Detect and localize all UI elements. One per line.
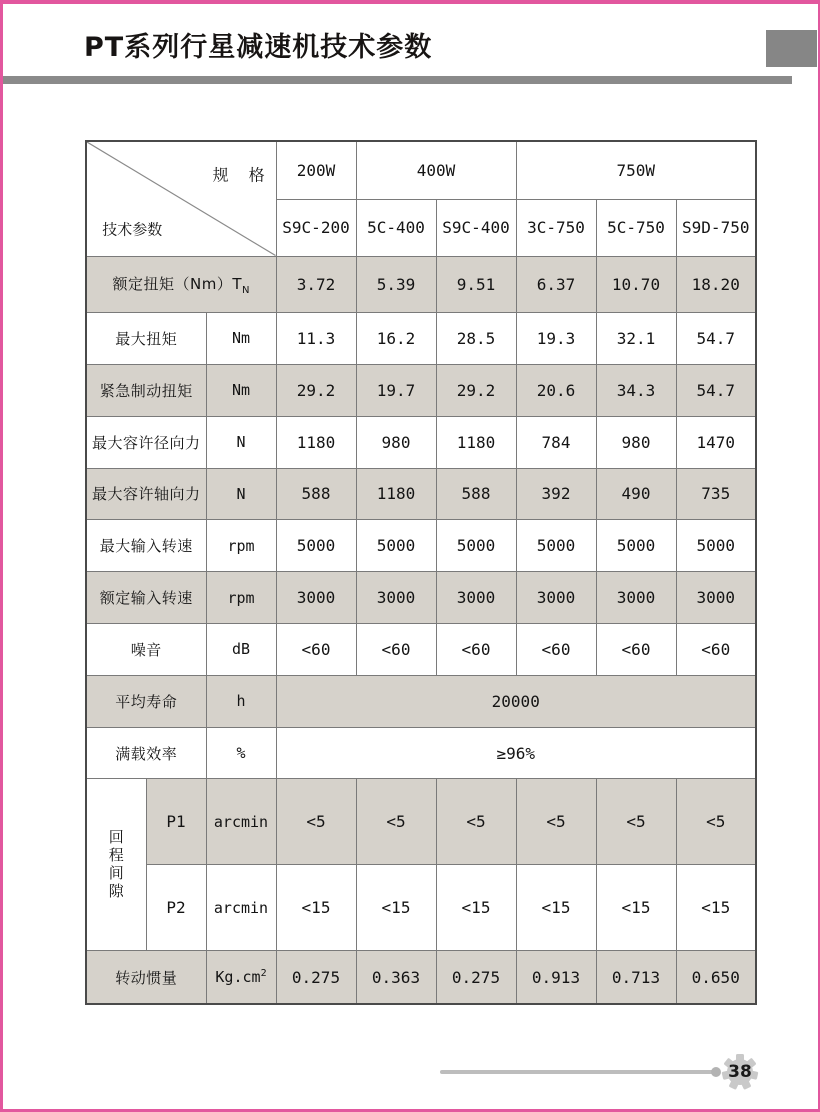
- corner-param-label: 技术参数: [102, 220, 163, 239]
- table-row: [86, 364, 756, 416]
- row-value: 34.3: [596, 364, 676, 416]
- row-value: 29.2: [436, 364, 516, 416]
- table-row: [86, 313, 756, 365]
- row-unit: $Kg.cm^2$: [206, 951, 276, 1004]
- row-value: <5: [676, 779, 756, 865]
- power-header-row: [86, 141, 756, 199]
- row-label: P2: [146, 865, 206, 951]
- row-label: 转动惯量: [86, 951, 206, 1004]
- row-value: 9.51: [436, 256, 516, 313]
- row-value: <15: [676, 865, 756, 951]
- row-value: 5.39: [356, 256, 436, 313]
- row-value: 32.1: [596, 313, 676, 365]
- row-value: 0.650: [676, 951, 756, 1004]
- row-label: 最大容许径向力: [86, 416, 206, 468]
- model-header: S9C-200: [276, 199, 356, 256]
- row-group-label: 回程间隙: [86, 779, 146, 951]
- row-unit: arcmin: [206, 779, 276, 865]
- row-unit: N: [206, 416, 276, 468]
- row-value: 16.2: [356, 313, 436, 365]
- row-value: 3000: [436, 572, 516, 624]
- row-value: <60: [596, 624, 676, 676]
- row-value: 392: [516, 468, 596, 520]
- row-value: 0.363: [356, 951, 436, 1004]
- row-value: 3000: [596, 572, 676, 624]
- row-unit: Nm: [206, 364, 276, 416]
- row-value: 19.3: [516, 313, 596, 365]
- row-value: 29.2: [276, 364, 356, 416]
- row-value: 28.5: [436, 313, 516, 365]
- row-value: 18.20: [676, 256, 756, 313]
- row-value: <5: [596, 779, 676, 865]
- row-value: <5: [436, 779, 516, 865]
- row-value: 19.7: [356, 364, 436, 416]
- row-value: 0.713: [596, 951, 676, 1004]
- row-value: 11.3: [276, 313, 356, 365]
- row-value: <5: [516, 779, 596, 865]
- spec-table: [85, 140, 757, 1005]
- row-unit: rpm: [206, 520, 276, 572]
- row-value: 0.275: [436, 951, 516, 1004]
- row-value: <60: [436, 624, 516, 676]
- row-unit: h: [206, 675, 276, 727]
- row-merged-value: 20000: [276, 675, 756, 727]
- row-value: 3.72: [276, 256, 356, 313]
- row-value: 1180: [356, 468, 436, 520]
- model-header: 3C-750: [516, 199, 596, 256]
- row-unit: N: [206, 468, 276, 520]
- row-value: 54.7: [676, 364, 756, 416]
- row-value: <5: [276, 779, 356, 865]
- row-value: 5000: [676, 520, 756, 572]
- table-row: [86, 675, 756, 727]
- row-value: 5000: [276, 520, 356, 572]
- page-border-top: [0, 0, 820, 4]
- row-value: <5: [356, 779, 436, 865]
- row-value: 1470: [676, 416, 756, 468]
- row-value: <15: [596, 865, 676, 951]
- row-value: 3000: [356, 572, 436, 624]
- table-row: [86, 951, 756, 1004]
- row-value: 0.275: [276, 951, 356, 1004]
- row-label: 噪音: [86, 624, 206, 676]
- row-value: <60: [276, 624, 356, 676]
- row-value: 980: [596, 416, 676, 468]
- row-value: 1180: [436, 416, 516, 468]
- row-label: 额定扭矩$(Nm)T_N$: [86, 256, 276, 313]
- model-header: 5C-750: [596, 199, 676, 256]
- corner-spec-label: 规 格: [212, 165, 267, 185]
- table-row: [86, 416, 756, 468]
- row-value: 5000: [436, 520, 516, 572]
- row-value: 6.37: [516, 256, 596, 313]
- row-unit: arcmin: [206, 865, 276, 951]
- power-header-200w: 200W: [276, 141, 356, 199]
- header-accent-square: [766, 30, 817, 67]
- row-unit: %: [206, 727, 276, 779]
- table-row: [86, 256, 756, 313]
- table-row: [86, 468, 756, 520]
- row-value: <60: [676, 624, 756, 676]
- row-unit: rpm: [206, 572, 276, 624]
- row-label: P1: [146, 779, 206, 865]
- table-row: [86, 520, 756, 572]
- row-value: 980: [356, 416, 436, 468]
- row-value: 490: [596, 468, 676, 520]
- row-value: 3000: [676, 572, 756, 624]
- row-value: <15: [276, 865, 356, 951]
- row-unit: dB: [206, 624, 276, 676]
- row-value: 784: [516, 416, 596, 468]
- table-row: [86, 624, 756, 676]
- row-value: 5000: [356, 520, 436, 572]
- row-value: <15: [436, 865, 516, 951]
- row-value: 588: [276, 468, 356, 520]
- row-value: 5000: [596, 520, 676, 572]
- power-header-400w: 400W: [356, 141, 516, 199]
- row-label: 最大容许轴向力: [86, 468, 206, 520]
- header-divider-bar: [3, 76, 792, 84]
- row-label: 紧急制动扭矩: [86, 364, 206, 416]
- table-row: [86, 727, 756, 779]
- row-value: 54.7: [676, 313, 756, 365]
- row-value: <15: [356, 865, 436, 951]
- row-value: 3000: [276, 572, 356, 624]
- row-value: 735: [676, 468, 756, 520]
- row-value: 20.6: [516, 364, 596, 416]
- row-value: 588: [436, 468, 516, 520]
- row-label: 满载效率: [86, 727, 206, 779]
- row-value: 5000: [516, 520, 596, 572]
- model-header: S9C-400: [436, 199, 516, 256]
- footer-divider-line: [440, 1070, 716, 1074]
- corner-header-cell: [86, 141, 276, 256]
- model-header: S9D-750: [676, 199, 756, 256]
- row-label: 最大扭矩: [86, 313, 206, 365]
- row-value: <60: [356, 624, 436, 676]
- row-value: 0.913: [516, 951, 596, 1004]
- table-row: [86, 572, 756, 624]
- row-merged-value: ≥96%: [276, 727, 756, 779]
- row-label: 额定输入转速: [86, 572, 206, 624]
- row-value: 1180: [276, 416, 356, 468]
- row-value: <60: [516, 624, 596, 676]
- row-value: <15: [516, 865, 596, 951]
- page-number: 38: [728, 1062, 752, 1082]
- row-value: 3000: [516, 572, 596, 624]
- model-header: 5C-400: [356, 199, 436, 256]
- row-unit: Nm: [206, 313, 276, 365]
- row-value: 10.70: [596, 256, 676, 313]
- table-row: [86, 779, 756, 865]
- row-label: 平均寿命: [86, 675, 206, 727]
- row-label: 最大输入转速: [86, 520, 206, 572]
- power-header-750w: 750W: [516, 141, 756, 199]
- page-border-left: [0, 0, 3, 1112]
- table-row: [86, 865, 756, 951]
- page-title: PT系列行星减速机技术参数: [84, 32, 433, 63]
